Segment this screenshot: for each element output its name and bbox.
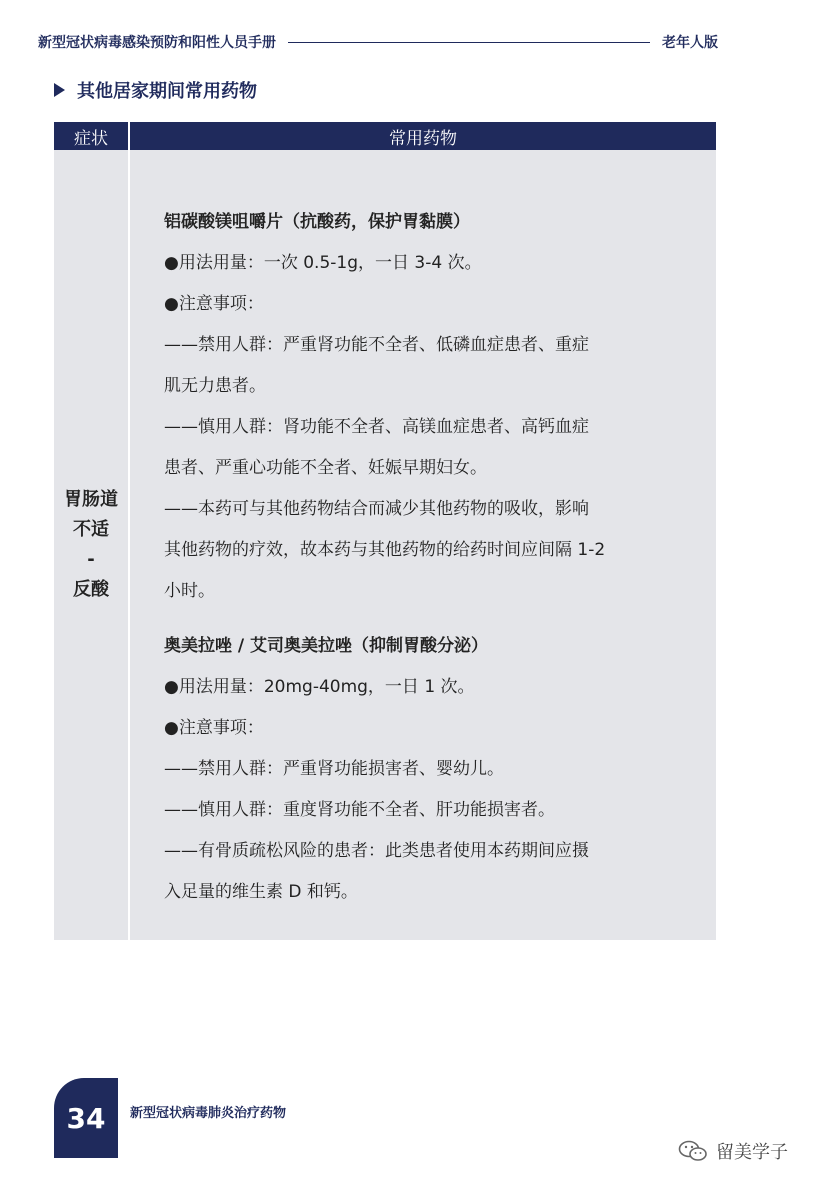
drug-detail-line: 小时。	[164, 581, 215, 601]
drug-detail-line: ——慎用人群：重度肾功能不全者、肝功能损害者。	[164, 800, 555, 820]
footer-title: 新型冠状病毒肺炎治疗药物	[130, 1106, 287, 1121]
symptom-line: 胃肠道	[64, 489, 118, 510]
table-header	[54, 122, 716, 150]
handbook-title: 新型冠状病毒感染预防和阳性人员手册	[38, 35, 276, 51]
header-divider	[288, 42, 650, 43]
drug-detail-line: 入足量的维生素 D 和钙。	[164, 882, 358, 902]
column-header-drugs: 常用药物	[389, 128, 457, 149]
watermark-text: 留美学子	[716, 1142, 788, 1163]
section-title: 其他居家期间常用药物	[77, 81, 257, 102]
edition-label: 老年人版	[662, 35, 718, 51]
medication-table	[54, 122, 716, 940]
drug-detail-line: ——慎用人群：肾功能不全者、高镁血症患者、高钙血症	[164, 417, 589, 437]
drug-detail-line: 患者、严重心功能不全者、妊娠早期妇女。	[164, 458, 487, 478]
drug-detail-line: ——禁用人群：严重肾功能损害者、婴幼儿。	[164, 759, 504, 779]
symptom-cell	[54, 150, 130, 940]
drug-detail-line: ——有骨质疏松风险的患者：此类患者使用本药期间应摄	[164, 841, 589, 861]
page-header	[38, 28, 718, 56]
drug-title: 铝碳酸镁咀嚼片（抗酸药，保护胃黏膜）	[164, 212, 470, 232]
drugs-cell	[130, 150, 716, 940]
drug-detail-line: 肌无力患者。	[164, 376, 266, 396]
spacer	[164, 612, 682, 626]
page-number-badge: 34	[54, 1078, 118, 1158]
drug-title: 奥美拉唑 / 艾司奥美拉唑（抑制胃酸分泌）	[164, 636, 489, 656]
play-triangle-icon	[54, 83, 65, 97]
symptom-line: 不适	[73, 519, 109, 540]
symptom-line: 反酸	[73, 579, 109, 600]
section-heading	[54, 76, 257, 104]
symptom-line: -	[87, 549, 95, 570]
table-row	[54, 150, 716, 940]
wechat-icon	[678, 1140, 708, 1162]
drug-detail-line: ●用法用量：一次 0.5-1g，一日 3-4 次。	[164, 253, 482, 273]
drug-detail-line: ●注意事项：	[164, 294, 264, 314]
column-header-symptom: 症状	[54, 122, 130, 150]
drug-detail-line: 其他药物的疗效，故本药与其他药物的给药时间应间隔 1-2	[164, 540, 606, 560]
drug-detail-line: ——禁用人群：严重肾功能不全者、低磷血症患者、重症	[164, 335, 589, 355]
drug-detail-line: ●注意事项：	[164, 718, 264, 738]
wechat-watermark	[678, 1138, 788, 1164]
drug-detail-line: ●用法用量：20mg-40mg，一日 1 次。	[164, 677, 475, 697]
drug-detail-line: ——本药可与其他药物结合而减少其他药物的吸收，影响	[164, 499, 589, 519]
